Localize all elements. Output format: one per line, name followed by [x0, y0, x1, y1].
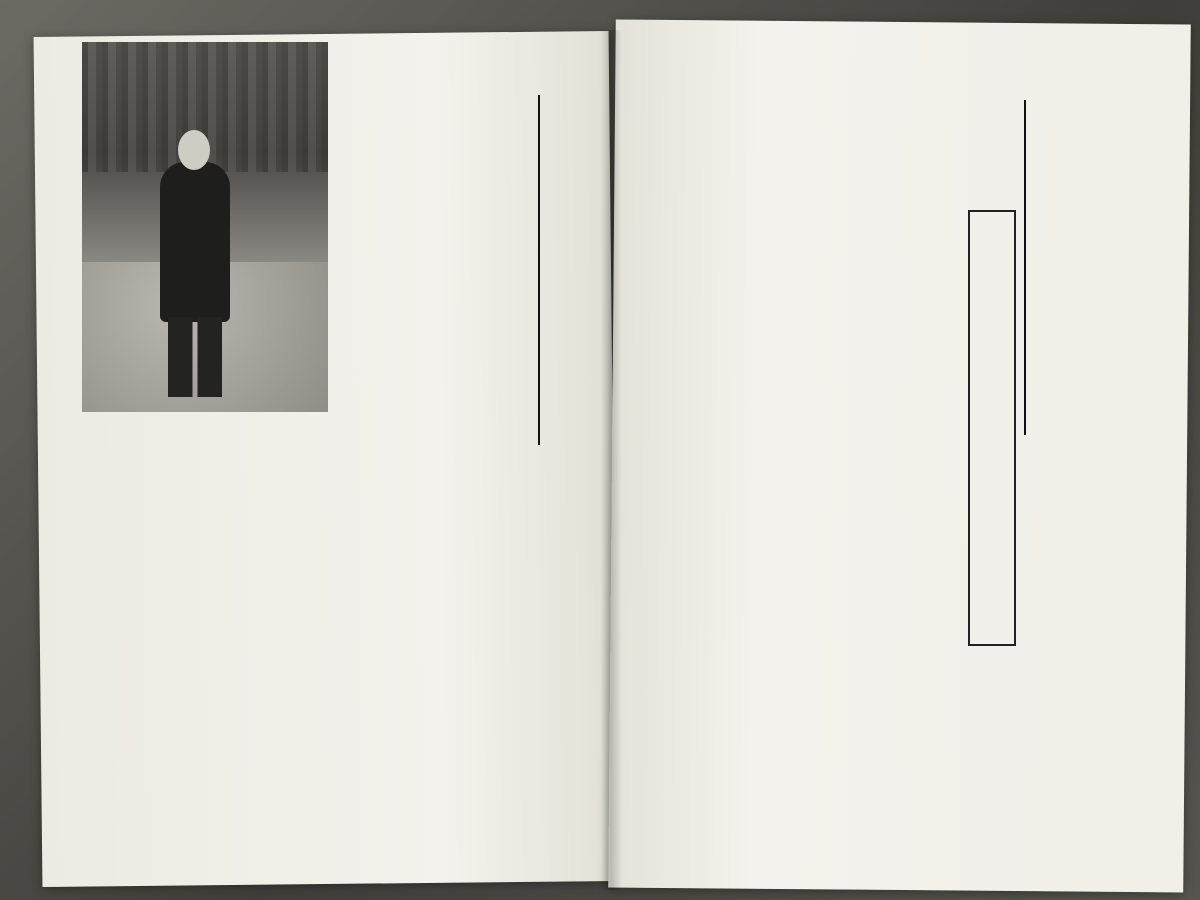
event-title-box: [968, 210, 1016, 646]
title-rule: [538, 95, 540, 445]
right-page: [608, 20, 1191, 893]
book-gutter: [600, 30, 622, 890]
portrait-photo: [82, 42, 328, 412]
photo-figure-body: [160, 162, 230, 322]
header-rule: [1024, 100, 1026, 435]
photo-figure-legs: [168, 317, 222, 397]
photo-figure-head: [178, 130, 210, 170]
